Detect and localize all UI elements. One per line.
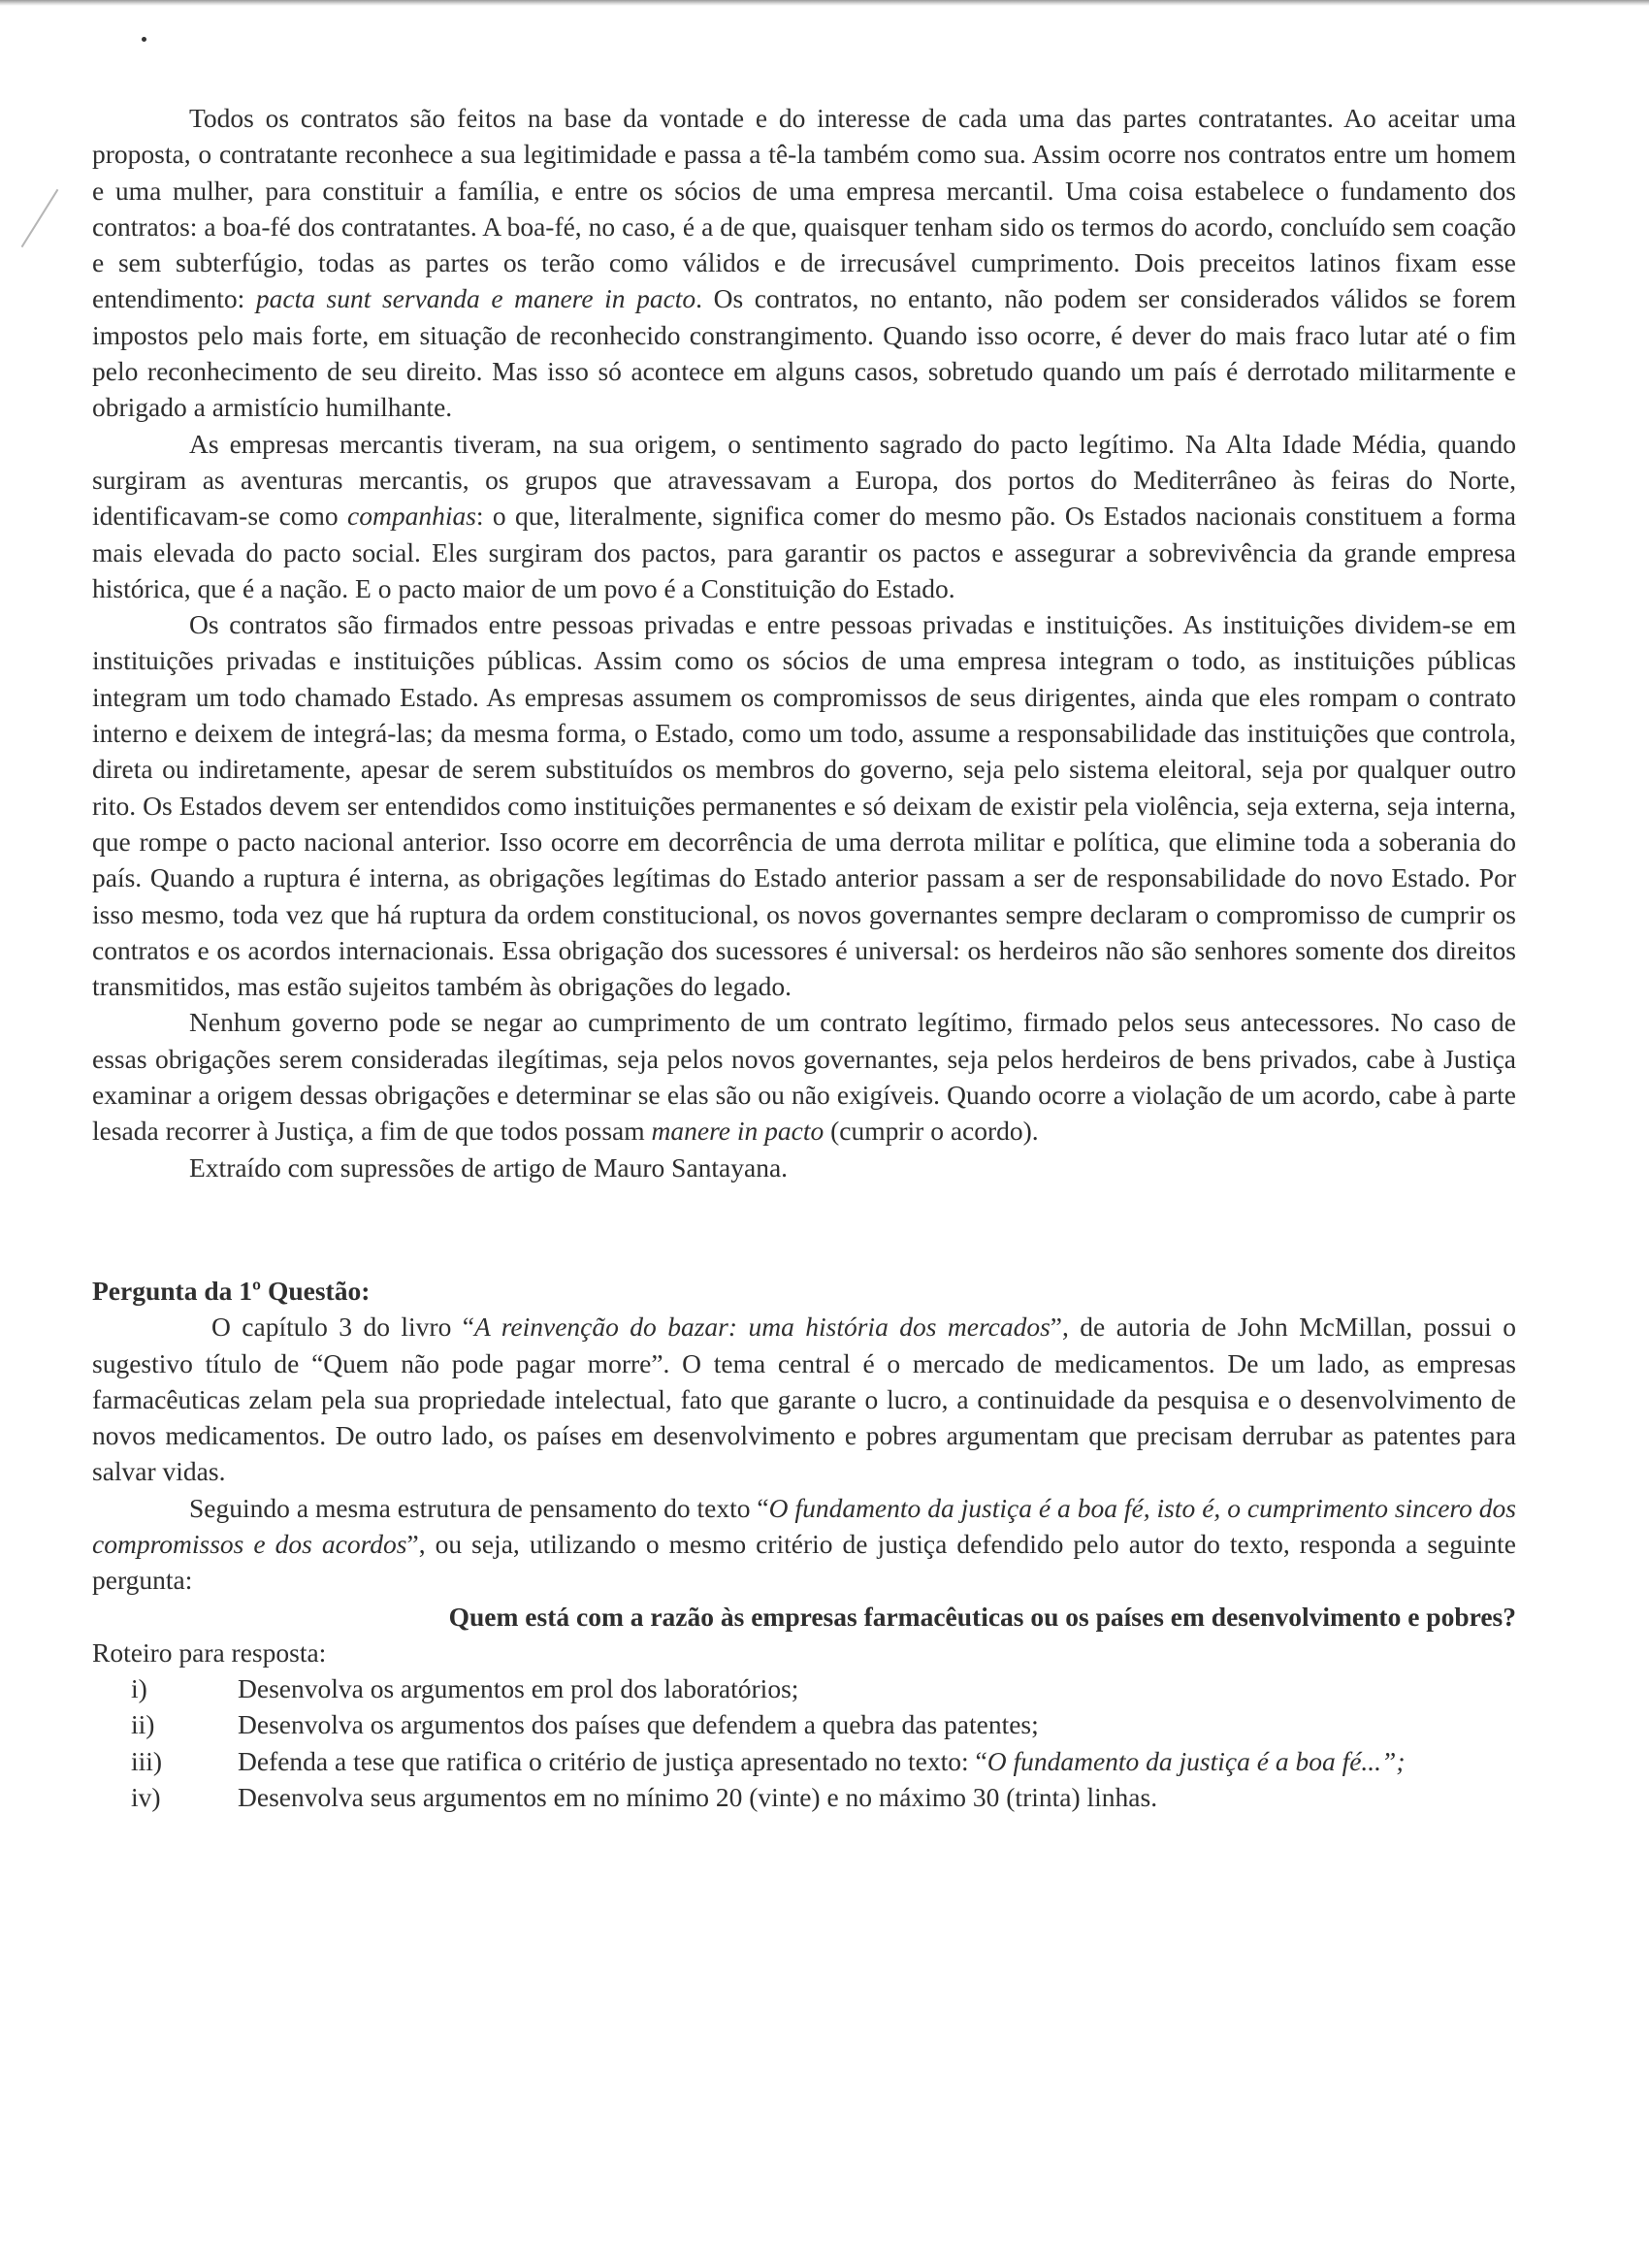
list-item xyxy=(92,1779,1516,1815)
scan-edge xyxy=(0,0,1649,6)
list-item-italic: O fundamento da justiça é a boa fé...”; xyxy=(986,1745,1406,1776)
italic-term: manere in pacto xyxy=(651,1116,824,1147)
section-gap xyxy=(92,1185,1516,1273)
paragraph-text: Seguindo a mesma estrutura de pensamento do texto “ xyxy=(189,1492,769,1523)
paragraph-text: O capítulo 3 do livro “ xyxy=(211,1312,474,1343)
list-item-text: Desenvolva os argumentos em prol dos laboratórios; xyxy=(238,1673,799,1704)
article-paragraph-3: Os contratos são firmados entre pessoas privadas e entre pessoas privadas e instituições. As instituições dividem-se em instituições privadas e instituições públicas. Assim como os sócios de uma empresa integram o todo, as instituições públicas integram um todo chamado Estado. As empresas assumem os compromissos de seus dirigentes, ainda que eles rompam o contrato interno e deixem de integrá-las; da mesma forma, o Estado, como um todo, assume a responsabilidade das instituições que controla, direta ou indiretamente, apesar de serem substituídos os membros do governo, seja pelo sistema eleitoral, seja por qualquer outro rito. Os Estados devem ser entendidos como instituições permanentes e só deixam de existir pela violência, seja externa, seja interna, que rompe o pacto nacional anterior. Isso ocorre em decorrência de uma derrota militar e política, que elimine toda a soberania do país. Quando a ruptura é interna, as obrigações legítimas do Estado anterior passam a ser de responsabilidade do novo Estado. Por isso mesmo, toda vez que há ruptura da ordem constitucional, os novos governantes sempre declaram o compromisso de cumprir os contratos e os acordos internacionais. Essa obrigação dos sucessores é universal: os herdeiros não são senhores somente dos direitos transmitidos, mas estão sujeitos também às obrigações do legado. xyxy=(92,609,1516,1002)
paragraph-text: (cumprir o acordo). xyxy=(824,1116,1039,1147)
list-item-text: Defenda a tese que ratifica o critério de justiça apresentado no texto: “ xyxy=(238,1745,987,1776)
book-title: A reinvenção do bazar: uma história dos mercados xyxy=(473,1312,1051,1343)
article-source: Extraído com supressões de artigo de Mauro Santayana. xyxy=(189,1151,789,1183)
italic-term: companhias xyxy=(347,501,476,532)
list-item-number: iv) xyxy=(131,1782,161,1813)
article-paragraph-2 xyxy=(92,426,1516,606)
question-paragraph-2 xyxy=(92,1490,1516,1599)
quoted-text-title: O fundamento da justiça é a boa fé, isto é, o cumprimento sincero dos compromissos e dos acordos xyxy=(92,1492,1516,1559)
scan-pen-stroke xyxy=(21,189,59,247)
document-page xyxy=(92,100,1516,1815)
article-paragraph-1 xyxy=(92,100,1516,426)
list-item xyxy=(92,1706,1516,1742)
main-question: Quem está com a razão às empresas farmacêuticas ou os países em desenvolvimento e pobres? xyxy=(448,1601,1516,1632)
list-item-number: ii) xyxy=(131,1709,155,1740)
paragraph-text: Todos os contratos são feitos na base da vontade e do interesse de cada uma das partes contratantes. Ao aceitar uma proposta, o contratante reconhece a sua legitimidade e passa a tê-la também como sua. Assim ocorre nos contratos entre um homem e uma mulher, para constituir a família, e entre os sócios de uma empresa mercantil. Uma coisa estabelece o fundamento dos contratos: a boa-fé dos contratantes. A boa-fé, no caso, é a de que, quaisquer tenham sido os termos do acordo, concluído sem coação e sem subterfúgio, todas as partes os terão como válidos e de irrecusável cumprimento. Dois preceitos latinos fixam esse entendimento: xyxy=(92,103,1516,314)
list-item-text: Desenvolva os argumentos dos países que defendem a quebra das patentes; xyxy=(238,1709,1039,1740)
scan-speck xyxy=(142,37,146,42)
list-item-text-wrap xyxy=(238,1743,1516,1779)
roteiro-list xyxy=(92,1670,1516,1815)
list-item-number: i) xyxy=(131,1673,147,1704)
paragraph-text: As empresas mercantis tiveram, na sua origem, o sentimento sagrado do pacto legítimo. Na Alta Idade Média, quando surgiram as aventuras mercantis, os grupos que atravessavam a Europa, dos portos do Mediterrâneo às feiras do Norte, identificavam-se como xyxy=(92,428,1516,532)
roteiro-label: Roteiro para resposta: xyxy=(92,1636,327,1668)
list-item xyxy=(92,1670,1516,1706)
article-paragraph-4 xyxy=(92,1004,1516,1149)
paragraph-text: . Os contratos, no entanto, não podem ser considerados válidos se forem impostos pelo mais forte, em situação de reconhecido constrangimento. Quando isso ocorre, é dever do mais fraco lutar até o fim pelo reconhecimento de seu direito. Mas isso só acontece em alguns casos, sobretudo quando um país é derrotado militarmente e obrigado a armistício humilhante. xyxy=(92,283,1516,423)
question-heading: Pergunta da 1º Questão: xyxy=(92,1275,371,1306)
question-paragraph-1 xyxy=(92,1309,1516,1489)
list-item-number: iii) xyxy=(131,1745,163,1776)
latin-maxims: pacta sunt servanda e manere in pacto xyxy=(255,283,696,314)
paragraph-text: ”, ou seja, utilizando o mesmo critério de justiça defendido pelo autor do texto, responda a seguinte pergunta: xyxy=(92,1528,1516,1596)
paragraph-text: Nenhum governo pode se negar ao cumprimento de um contrato legítimo, firmado pelos seus antecessores. No caso de essas obrigações serem consideradas ilegítimas, seja pelos novos governantes, seja pelos herdeiros de bens privados, cabe à Justiça examinar a origem dessas obrigações e determinar se elas são ou não exigíveis. Quando ocorre a violação de um acordo, cabe à parte lesada recorrer à Justiça, a fim de que todos possam xyxy=(92,1007,1516,1147)
list-item-text: Desenvolva seus argumentos em no mínimo 20 (vinte) e no máximo 30 (trinta) linhas. xyxy=(238,1782,1158,1813)
paragraph-text: ”, de autoria de John McMillan, possui o sugestivo título de “Quem não pode pagar morre”. O tema central é o mercado de medicamentos. De um lado, as empresas farmacêuticas zelam pela sua propriedade intelectual, fato que garante o lucro, a continuidade da pesquisa e o desenvolvimento de novos medicamentos. De outro lado, os países em desenvolvimento e pobres argumentam que precisam derrubar as patentes para salvar vidas. xyxy=(92,1312,1516,1487)
paragraph-text: : o que, literalmente, significa comer do mesmo pão. Os Estados nacionais constituem a forma mais elevada do pacto social. Eles surgiram dos pactos, para garantir os pactos e assegurar a sobrevivência da grande empresa histórica, que é a nação. E o pacto maior de um povo é a Constituição do Estado. xyxy=(92,501,1516,603)
list-item xyxy=(92,1743,1516,1779)
